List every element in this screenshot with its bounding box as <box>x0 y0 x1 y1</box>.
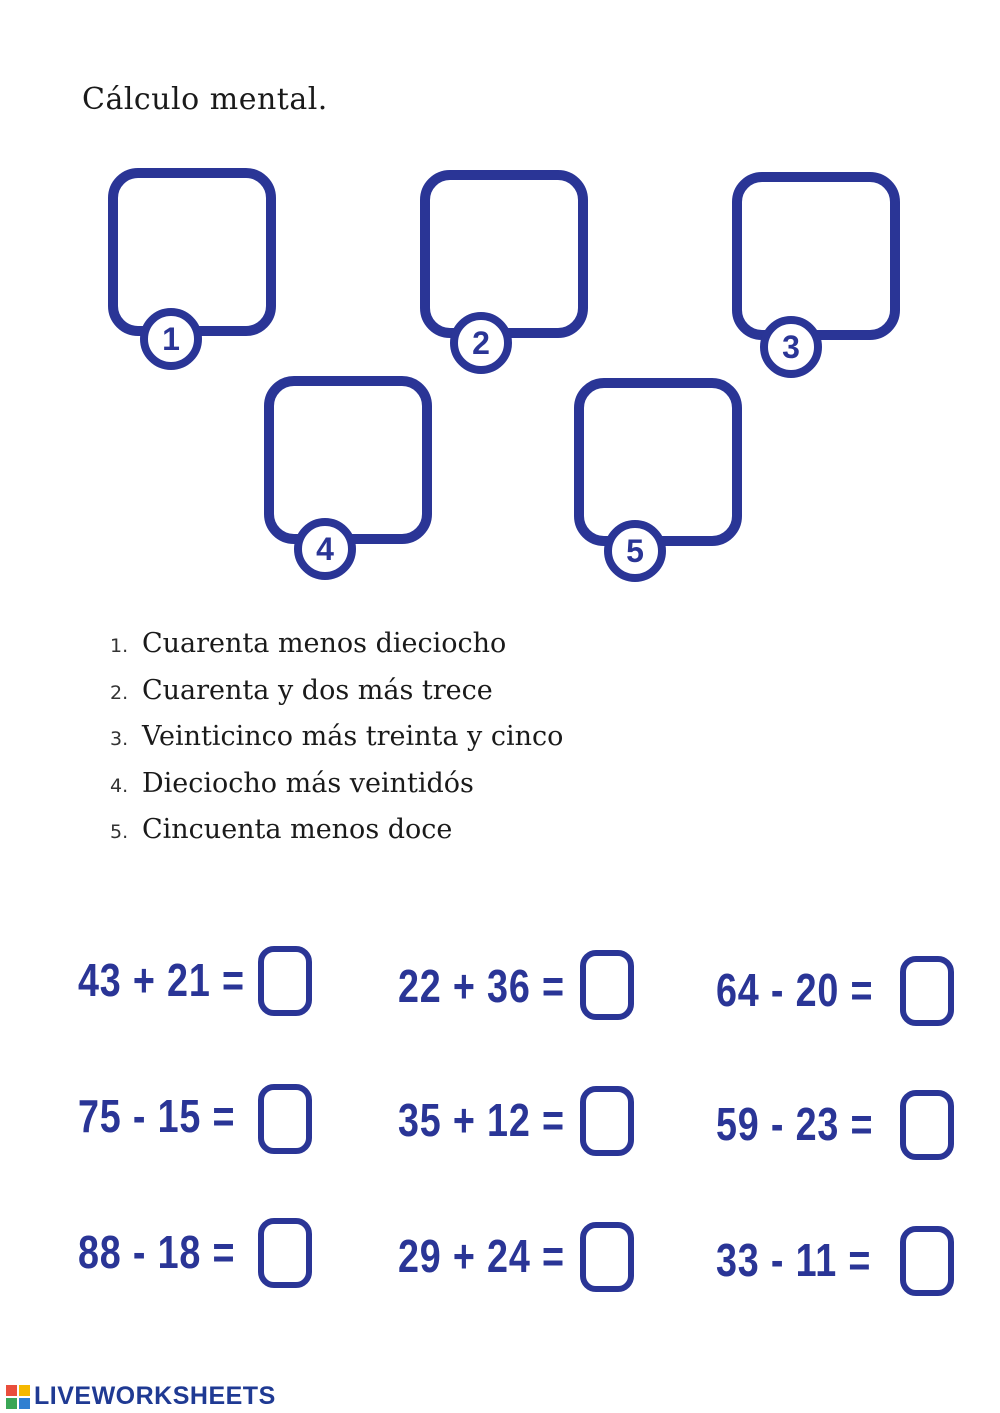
equation-8 <box>398 1218 601 1294</box>
clue-list <box>110 628 563 861</box>
equation-1 <box>78 942 281 1018</box>
clue-text: Veinticinco más treinta y cinco <box>142 721 564 752</box>
box-number-2: 2 <box>450 312 512 374</box>
clue-item <box>110 814 563 861</box>
clue-text: Cuarenta y dos más trece <box>142 674 493 706</box>
box-number-1: 1 <box>140 308 202 370</box>
logo-text: LIVEWORKSHEETS <box>34 1382 276 1410</box>
equation-text: 33 - 11 = <box>716 1234 872 1286</box>
answer-box-3[interactable] <box>732 172 900 340</box>
equation-text: 75 - 15 = <box>78 1090 236 1142</box>
clue-item <box>110 628 563 675</box>
clue-text: Cincuenta menos doce <box>142 814 453 845</box>
equation-text: 22 + 36 = <box>398 960 565 1012</box>
equation-answer-box-4[interactable] <box>258 1084 312 1154</box>
page-title: Cálculo mental. <box>82 82 328 117</box>
equation-answer-box-6[interactable] <box>900 1090 954 1160</box>
liveworksheets-logo <box>6 1382 276 1411</box>
equation-5 <box>398 1082 601 1158</box>
equation-text: 59 - 23 = <box>716 1098 874 1150</box>
clue-number: 4. <box>110 774 129 797</box>
answer-box-2[interactable] <box>420 170 588 338</box>
clue-item <box>110 768 563 815</box>
box-number-4: 4 <box>294 518 356 580</box>
equation-6 <box>716 1086 908 1162</box>
clue-text: Dieciocho más veintidós <box>142 767 474 799</box>
equation-answer-box-8[interactable] <box>580 1222 634 1292</box>
equation-answer-box-2[interactable] <box>580 950 634 1020</box>
equation-answer-box-9[interactable] <box>900 1226 954 1296</box>
clue-text: Cuarenta menos dieciocho <box>142 628 507 659</box>
equation-3 <box>716 952 908 1028</box>
equation-answer-box-3[interactable] <box>900 956 954 1026</box>
equation-2 <box>398 948 601 1024</box>
clue-number: 2. <box>110 681 129 704</box>
box-number-5: 5 <box>604 520 666 582</box>
liveworksheets-logo-icon <box>6 1385 30 1409</box>
answer-box-4[interactable] <box>264 376 432 544</box>
box-number-3: 3 <box>760 316 822 378</box>
equation-text: 88 - 18 = <box>78 1226 236 1278</box>
clue-number: 5. <box>110 821 129 843</box>
equation-text: 64 - 20 = <box>716 964 874 1016</box>
clue-item <box>110 721 563 768</box>
answer-box-1[interactable] <box>108 168 276 336</box>
clue-number: 1. <box>110 635 129 657</box>
answer-box-5[interactable] <box>574 378 742 546</box>
equation-answer-box-7[interactable] <box>258 1218 312 1288</box>
equation-9 <box>716 1222 905 1298</box>
equation-4 <box>78 1078 270 1154</box>
clue-item <box>110 675 563 722</box>
equation-text: 29 + 24 = <box>398 1230 565 1282</box>
equation-answer-box-1[interactable] <box>258 946 312 1016</box>
equation-text: 35 + 12 = <box>398 1094 565 1146</box>
equation-7 <box>78 1214 270 1290</box>
equation-answer-box-5[interactable] <box>580 1086 634 1156</box>
clue-number: 3. <box>110 728 129 750</box>
equation-text: 43 + 21 = <box>78 954 245 1006</box>
